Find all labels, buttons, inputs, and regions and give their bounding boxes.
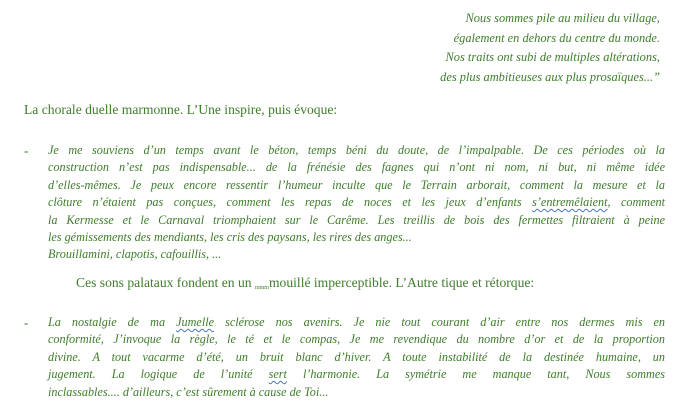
text-line: inclassables.... d’ailleurs, c’est sûrement à cause de Toi...: [48, 384, 329, 399]
text-segment: Ces sons palataux fondent en un: [76, 275, 255, 290]
text-segment: clôture n’étaient pas conçues, comment les repas de noces et les jeux d’enfants: [48, 195, 533, 210]
poem-line: également en dehors du centre du monde.: [453, 30, 660, 45]
poem-epigraph: [300, 9, 660, 87]
tiny-mmm: mmm: [254, 285, 269, 291]
bullet-item-nostalgia: [24, 142, 664, 260]
text-line: les gémissements des mendiants, les cris des paysans, les rires des anges...: [48, 230, 412, 245]
poem-line: Nos traits ont subi de multiples altérations,: [445, 50, 660, 64]
text-line: construction n’est pas indispensable... de la frénésie des fagnes qui n’ont ni nom, ni but, ni même idée: [48, 160, 665, 175]
bullet-item-rejoinder: [24, 314, 664, 398]
text-line: [48, 314, 665, 331]
bullet-dash: -: [24, 143, 29, 158]
text-line: conformité, J’invoque la règle, le té et le compas, Je me revendique du nombre d’or et de la proportion: [48, 332, 665, 347]
spellcheck-word[interactable]: sert: [268, 367, 287, 382]
text-line: [48, 194, 665, 211]
bullet-dash: -: [24, 315, 29, 330]
bullet-text: [48, 142, 665, 264]
text-line: [48, 366, 665, 383]
poem-line: des plus ambitieuses aux plus prosaïques...”: [440, 69, 660, 84]
text-segment: jugement. La logique de l’unité: [48, 367, 269, 382]
text-line: d’elles-mêmes. Je peux encore ressentir l’humeur inculte que le Terrain arborait, comment la mesure et la: [48, 177, 665, 192]
poem-line: Nous sommes pile au milieu du village,: [465, 11, 660, 25]
text-segment: mouillé imperceptible. L’Autre tique et rétorque:: [268, 275, 535, 290]
bullet-text: [48, 314, 665, 401]
text-line: divine. A tout vacarme d’été, un bruit blanc d’hiver. A toute instabilité de la destinée humaine, un: [48, 349, 665, 364]
text-segment: La nostalgie de ma: [48, 315, 177, 329]
text-line: Je me souviens d’un temps avant le béton, temps béni du doute, de l’impalpable. De ces périodes où la: [48, 143, 665, 157]
text-segment: , comment: [607, 195, 665, 210]
interlude-paragraph: [76, 274, 534, 295]
text-line: Brouillamini, clapotis, cafouillis, ...: [48, 247, 222, 262]
text-segment: sclérose nos avenirs. Je nie tout courant d’air entre nos dermes mis en: [214, 315, 665, 329]
text-line: la Kermesse et le Carnaval triomphaient sur le Carême. Les treillis de bois des fermettes filtraient à peine: [48, 212, 665, 227]
spellcheck-word[interactable]: s’entremêlaient: [532, 195, 608, 210]
text-segment: l’harmonie. La symétrie me manque tant, Nous sommes: [286, 367, 666, 382]
intro-paragraph: La chorale duelle marmonne. L’Une inspire, puis évoque:: [24, 102, 338, 117]
spellcheck-word[interactable]: Jumelle: [176, 315, 215, 329]
